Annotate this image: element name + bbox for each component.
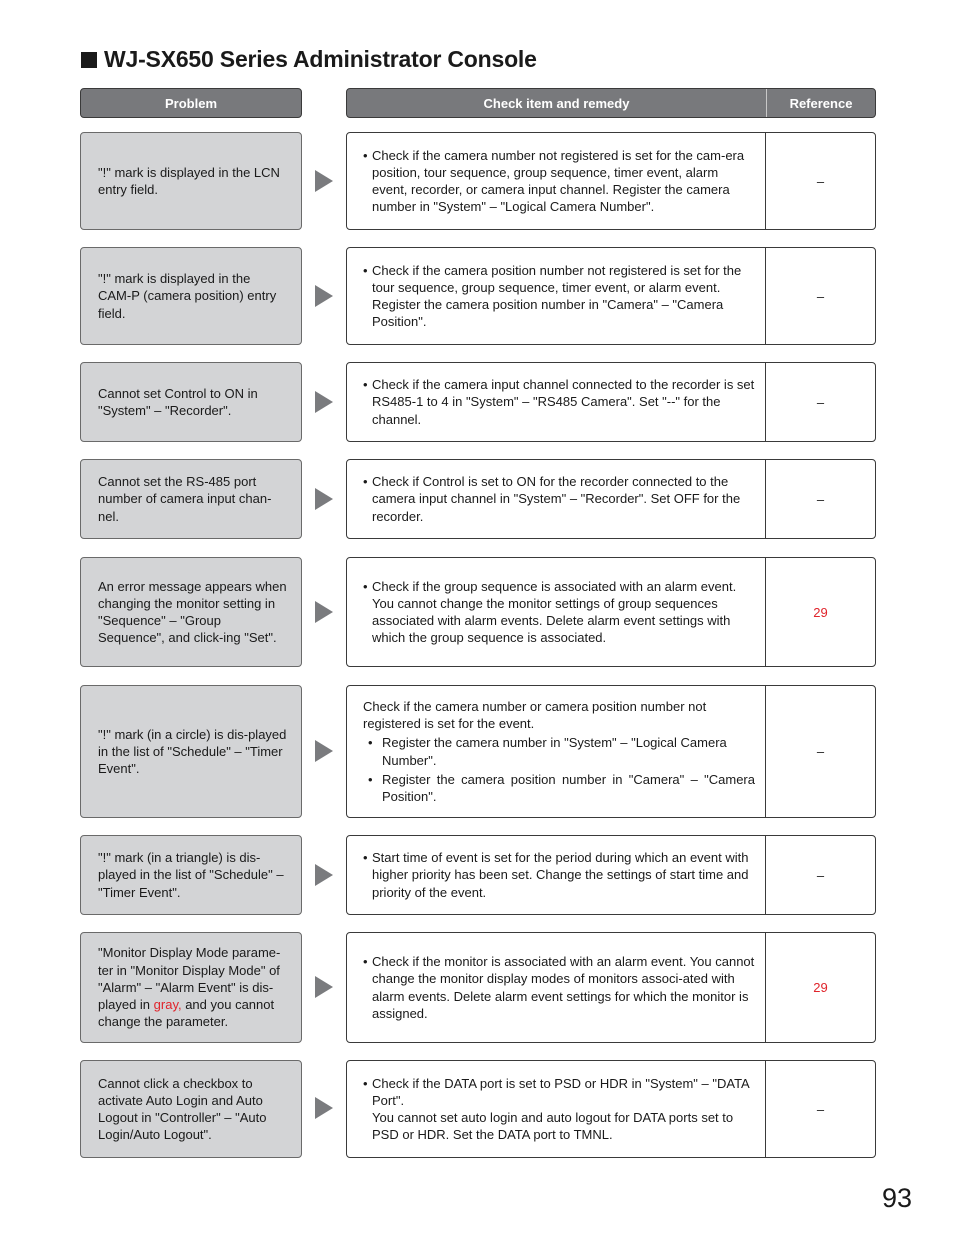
bullet-icon: • [363,850,368,866]
problem-text: "!" mark (in a circle) is dis-played in the list of "Schedule" – "Timer Event". [98,726,287,777]
remedy-cell [347,1061,766,1157]
arrow-right-icon [315,976,333,998]
remedy-cell [347,836,766,914]
problem-cell [80,459,302,539]
arrow-right-icon [315,601,333,623]
remedy-text: Check if the camera position number not registered is set for the tour sequence, group sequence, timer event, or alarm event. Register the camera position number in "Camera" – "Camera Position". [372,262,742,330]
arrow-right-icon [315,864,333,886]
problem-cell [80,362,302,442]
check-column-header [346,88,876,118]
problem-cell [80,685,302,818]
bullet-icon: • [363,147,368,163]
remedy-text: Check if the camera input channel connected to the recorder is set RS485-1 to 4 in "System" – "RS485 Camera". Set "--" for the channel. [372,377,755,427]
arrow-right-icon [315,488,333,510]
remedy-cell [347,558,766,666]
bullet-icon: • [363,578,368,594]
remedy-cell [347,933,766,1042]
remedy-row [346,1060,876,1158]
remedy-list-item: Register the camera number in "System" – "Logical Camera Number". [382,735,727,768]
bullet-icon: • [368,771,373,787]
remedy-row [346,247,876,345]
problem-cell [80,557,302,667]
problem-column-header [80,88,302,118]
problem-cell [80,932,302,1043]
remedy-row [346,685,876,818]
remedy-text: Check if Control is set to ON for the recorder connected to the camera input channel in "System" – "Recorder". Set OFF for the recorder. [372,474,741,524]
remedy-note-text: You cannot set auto login and auto logout for DATA ports set to PSD or HDR. Set the DATA port to TMNL. [372,1110,734,1143]
remedy-row [346,132,876,230]
problem-text: "!" mark is displayed in the LCN entry field. [98,164,280,197]
problem-text: "!" mark is displayed in the CAM-P (camera position) entry field. [98,271,277,321]
bullet-icon: • [363,377,368,393]
remedy-row [346,932,876,1043]
problem-cell [80,1060,302,1158]
remedy-text: Start time of event is set for the period during which an event with higher priority has been set. Change the settings of start time and priority of the event. [372,850,749,900]
bullet-icon: • [363,262,368,278]
problem-header-label: Problem [164,95,217,111]
gray-highlight-word: gray, [153,997,182,1013]
problem-text: An error message appears when changing the monitor setting in "Sequence" – "Group Sequence", and click-ing "Set". [98,578,287,646]
arrow-right-icon [315,1097,333,1119]
remedy-row [346,362,876,442]
remedy-row [346,835,876,915]
remedy-text: Check if the monitor is associated with an alarm event. You cannot change the monitor display modes of monitors associ-ated with alarm events. Delete alarm event settings for which the monitor is assigned. [372,954,755,1021]
reference-cell: – [816,491,825,507]
problem-cell [80,132,302,230]
remedy-cell [347,133,766,229]
bullet-icon: • [363,1075,368,1091]
problem-text: Cannot click a checkbox to activate Auto Login and Auto Logout in "Controller" – "Auto Login/Auto Logout". [98,1075,267,1143]
reference-cell: – [816,394,825,410]
remedy-cell [347,460,766,538]
problem-cell [80,247,302,345]
bullet-icon: • [363,474,368,490]
remedy-cell [347,686,766,817]
check-header-label: Check item and remedy [347,89,767,117]
problem-text: "!" mark (in a triangle) is dis-played in the list of "Schedule" – "Timer Event". [98,850,284,900]
bullet-icon: • [368,735,373,751]
reference-page-link[interactable]: 29 [813,604,828,620]
remedy-cell [347,248,766,344]
remedy-text: Check if the group sequence is associated with an alarm event. You cannot change the monitor settings of group sequences associated with alarm events. Delete alarm event settings with which the group sequence is associated. [372,578,737,646]
arrow-right-icon [315,740,333,762]
problem-text: Cannot set the RS-485 port number of camera input chan-nel. [98,474,272,524]
problem-cell [80,835,302,915]
reference-cell: – [816,173,825,189]
problem-text-part: and you cannot change the parameter. [98,997,275,1030]
reference-page-link[interactable]: 29 [813,980,828,995]
reference-cell: – [816,288,825,304]
square-bullet-icon [81,52,97,68]
remedy-intro-text: Check if the camera number or camera position number not registered is set for the event. [363,698,707,732]
section-title [81,46,537,73]
remedy-row [346,459,876,539]
arrow-right-icon [315,170,333,192]
reference-cell: – [816,1101,825,1117]
remedy-text: Check if the camera number not registered is set for the cam-era position, tour sequence, group sequence, timer event, alarm event, recorder, or camera input channel. Register the camera number in "System" – "Logical Camera Number". [372,147,745,215]
remedy-list-item: Register the camera position number in "Camera" – "Camera Position". [382,771,755,804]
problem-text [98,944,287,1030]
bullet-icon: • [363,954,368,970]
problem-text-part: "Monitor Display Mode parame-ter in "Monitor Display Mode" of "Alarm" – "Alarm Event" is dis-played in [98,945,281,1013]
arrow-right-icon [315,391,333,413]
remedy-text: Check if the DATA port is set to PSD or HDR in "System" – "DATA Port". [372,1075,749,1108]
problem-text: Cannot set Control to ON in "System" – "Recorder". [98,385,258,418]
arrow-right-icon [315,285,333,307]
page-number: 93 [882,1183,913,1213]
remedy-cell [347,363,766,441]
reference-header-label: Reference [789,95,853,111]
remedy-row [346,557,876,667]
reference-cell: – [816,744,825,759]
section-title-text: WJ-SX650 Series Administrator Console [104,46,537,72]
reference-cell: – [816,867,825,883]
